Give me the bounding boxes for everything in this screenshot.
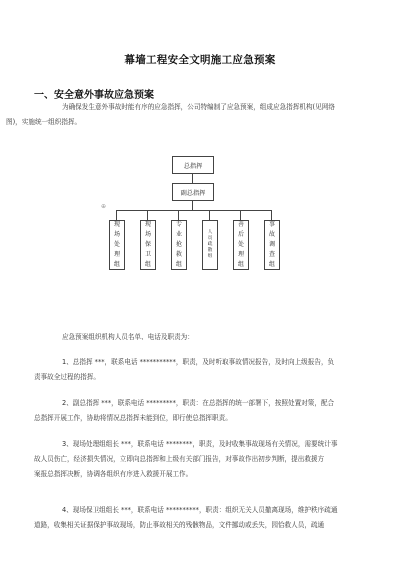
org-connector [240,210,241,220]
org-horizontal-bar [116,210,271,211]
org-connector [147,210,148,220]
section-heading: 一、安全意外事故应急预案 [34,90,154,101]
document-title: 幕墙工程安全文明施工应急预案 [124,54,276,66]
org-unit-evacuation: 人 员 疏 散 组 [202,220,218,270]
roster-heading: 应急预案组织机构人员名单、电话及职责为： [62,333,194,341]
org-unit-site-security: 现 场 保 卫 组 [140,220,156,270]
org-connector [192,200,193,210]
org-connector [209,210,210,220]
org-unit-site-handling: 现 场 处 理 组 [109,220,125,270]
org-connector [271,210,272,220]
org-unit-investigation: 事 故 调 查 组 [264,220,280,270]
anchor-marker-icon: ⊕ [101,203,107,210]
org-unit-aftermath: 善 后 处 理 组 [233,220,249,270]
roster-item-3: 3、现场处理组组长 ***，联系电话 ********，职责，及时收集事故现场有关情况，需要统计事 故人员伤亡，经济损失情况，立即向总指挥和上级有关部门报告，对事故作出初步判断，提出救援方 案报总指挥决断，协调各组织有序进入救援开展工作。 [34,440,338,478]
org-connector [178,210,179,220]
org-box-commander: 总指挥 [172,156,214,174]
org-unit-rescue: 专 业 抢 救 组 [171,220,187,270]
intro-line-2: 图)，实施统一组织指挥。 [6,118,82,126]
roster-item-4: 4、现场保卫组组长 ***，联系电话 **********，职责：组织无关人员撤离现场，维护秩序疏通 道路，收集相关证据保护事故现场，防止事故相关的残骸物品，文件挪动或丢失，园恰救人员，疏通 [34,506,338,529]
intro-line-1: 为确保发生意外事故时能有序的应急指挥，公司特编制了应急预案，组成应急指挥机构(见网络 [62,103,335,111]
roster-item-2: 2、副总指挥 ***，联系电话 *********，职责：在总指挥的统一部署下，按照处置对策，配合 总指挥开展工作，协助将情况总指挥未能到位，即行使总指挥职责。 [34,399,335,422]
org-connector [116,210,117,220]
roster-item-1: 1、总指挥 ***，联系电话 ***********，职责，及时听取事故情况报告，及时向上级报告，负 责事故全过程的指挥。 [34,358,335,381]
intro-paragraph [6,100,370,130]
org-connector [192,173,193,183]
org-box-deputy: 副总指挥 [172,183,214,201]
